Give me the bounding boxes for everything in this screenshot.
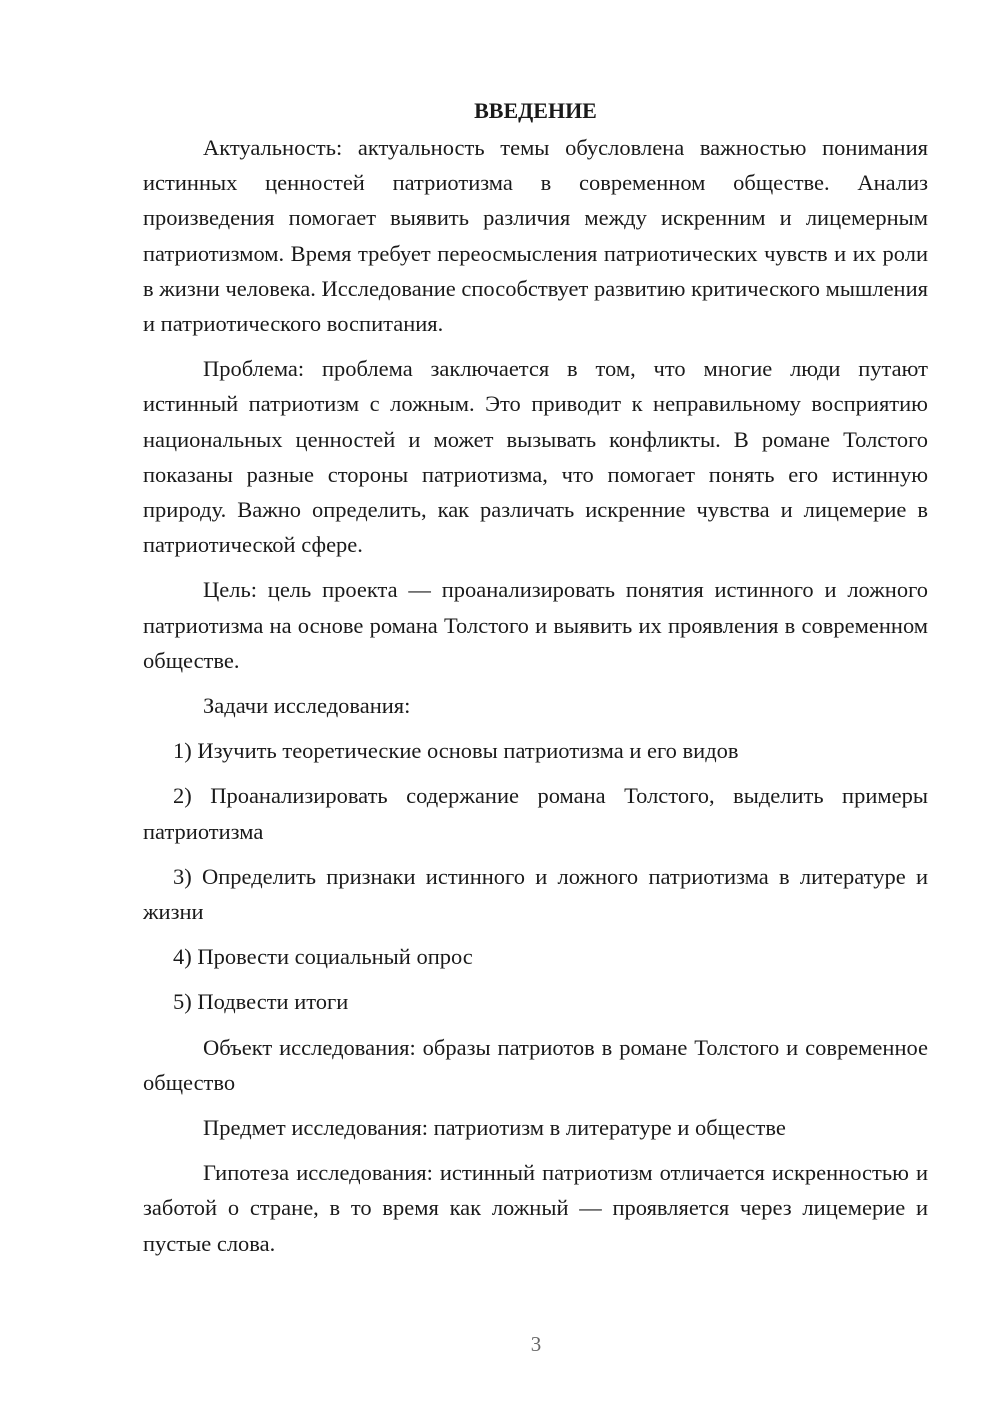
paragraph-problem: Проблема: проблема заключается в том, что многие люди путают истинный патриотизм с ложным. Это приводит к неправильному восприятию национальных ценностей и может вызывать конфликты. В романе Толстого показаны разные стороны патриотизма, что помогает понять его истинную природу. Важно определить, как различать искренние чувства и лицемерие в патриотической сфере. <box>143 356 928 558</box>
paragraph-hypothesis: Гипотеза исследования: истинный патриотизм отличается искренностью и заботой о стране, в то время как ложный — проявляется через лицемерие и пустые слова. <box>143 1160 928 1256</box>
tasks-heading: Задачи исследования: <box>203 693 411 719</box>
document-page <box>143 96 928 1271</box>
task-item-4: 4) Провести социальный опрос <box>173 944 473 970</box>
paragraph-goal: Цель: цель проекта — проанализировать понятия истинного и ложного патриотизма на основе романа Толстого и выявить их проявления в современном обществе. <box>143 577 928 673</box>
section-title: ВВЕДЕНИЕ <box>474 98 597 123</box>
task-item-2: 2) Проанализировать содержание романа Толстого, выделить примеры патриотизма <box>143 783 928 844</box>
paragraph-object: Объект исследования: образы патриотов в романе Толстого и современное общество <box>143 1034 928 1095</box>
task-item-3: 3) Определить признаки истинного и ложного патриотизма в литературе и жизни <box>143 863 928 925</box>
paragraph-relevance: Актуальность: актуальность темы обусловлена важностью понимания истинных ценностей патриотизма в современном обществе. Анализ произведения помогает выявить различия между искренним и лицемерным патриотизмом. Время требует переосмысления патриотических чувств и их роли в жизни человека. Исследование способствует развитию критического мышления и патриотического воспитания. <box>143 135 928 337</box>
page-number: 3 <box>530 1332 542 1356</box>
paragraph-subject: Предмет исследования: патриотизм в литературе и обществе <box>203 1115 786 1141</box>
task-item-5: 5) Подвести итоги <box>173 989 349 1015</box>
task-item-1: 1) Изучить теоретические основы патриотизма и его видов <box>173 738 739 764</box>
